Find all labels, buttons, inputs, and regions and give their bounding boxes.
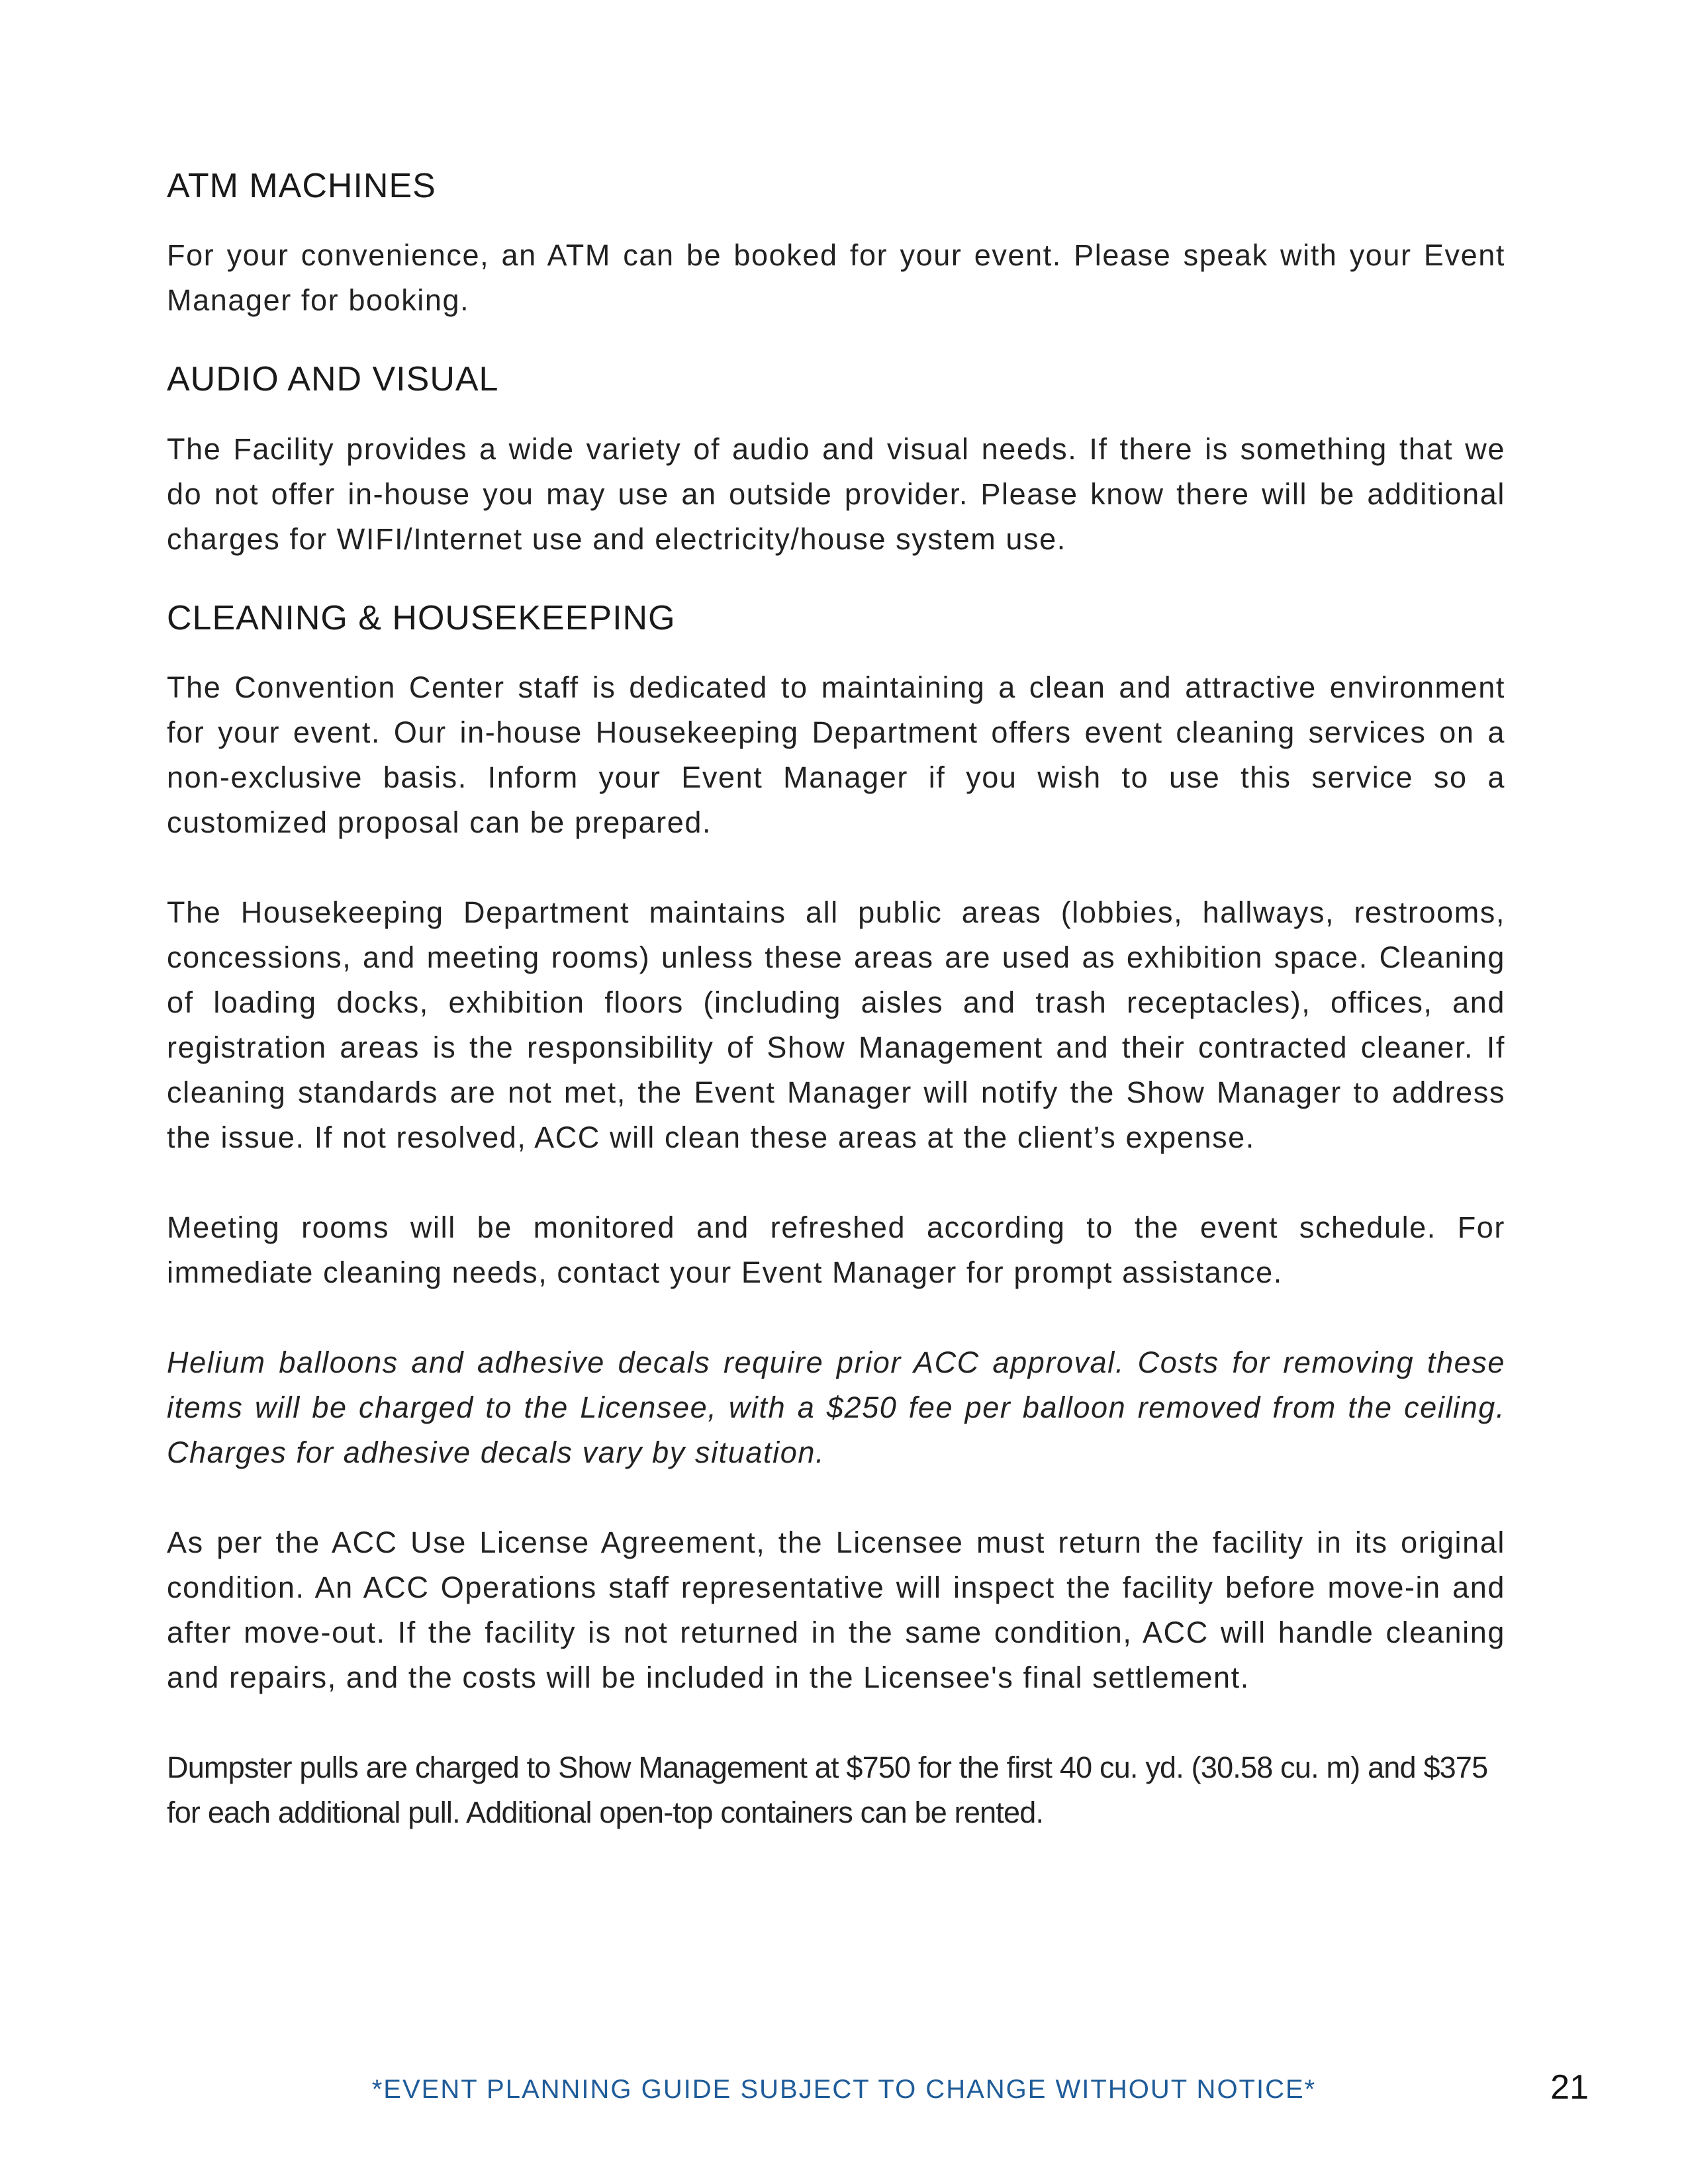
cleaning-paragraph-intro: The Convention Center staff is dedicated to maintaining a clean and attractive environment for your event. Our in-house Housekeeping Department offers event cleaning services on a non-exclusive basis. Inform your Event Manager if you wish to use this service so a customized proposal can be prepared. [167,670,1505,840]
cleaning-paragraph-meeting-rooms: Meeting rooms will be monitored and refreshed according to the event schedule. For immediate cleaning needs, contact your Event Manager for prompt assistance. [167,1210,1505,1290]
cleaning-paragraph-license-agreement: As per the ACC Use License Agreement, the Licensee must return the facility in its original condition. An ACC Operations staff representative will inspect the facility before move-in and after move-out. If the facility is not returned in the same condition, ACC will handle cleaning and repairs, and the costs will be included in the Licensee's final settlement. [167,1525,1505,1695]
document-body [167,165,1505,1835]
page-number: 21 [1550,2068,1589,2107]
atm-paragraph: For your convenience, an ATM can be booked for your event. Please speak with your Event Manager for booking. [167,238,1505,318]
section-heading-atm-machines: ATM MACHINES [167,167,436,205]
cleaning-paragraph-dumpster: Dumpster pulls are charged to Show Management at $750 for the first 40 cu. yd. (30.58 cu. m) and $375 for each additional pull. Additional open-top containers can be rented. [167,1751,1488,1830]
audio-visual-paragraph: The Facility provides a wide variety of audio and visual needs. If there is something that we do not offer in-house you may use an outside provider. Please know there will be additional charges for WIFI/Internet use and electricity/house system use. [167,432,1505,556]
cleaning-paragraph-balloons-decals: Helium balloons and adhesive decals require prior ACC approval. Costs for removing these items will be charged to the Licensee, with a $250 fee per balloon removed from the ceiling. Charges for adhesive decals vary by situation. [167,1345,1505,1470]
footer-disclaimer: *EVENT PLANNING GUIDE SUBJECT TO CHANGE WITHOUT NOTICE* [371,2075,1317,2104]
section-heading-audio-visual: AUDIO AND VISUAL [167,360,499,399]
section-heading-cleaning-housekeeping: CLEANING & HOUSEKEEPING [167,598,676,637]
cleaning-paragraph-public-areas: The Housekeeping Department maintains all public areas (lobbies, hallways, restrooms, concessions, and meeting rooms) unless these areas are used as exhibition space. Cleaning of loading docks, exhibition floors (including aisles and trash receptacles), offices, and registration areas is the responsibility of Show Management and their contracted cleaner. If cleaning standards are not met, the Event Manager will notify the Show Manager to address the issue. If not resolved, ACC will clean these areas at the client’s expense. [167,895,1505,1155]
